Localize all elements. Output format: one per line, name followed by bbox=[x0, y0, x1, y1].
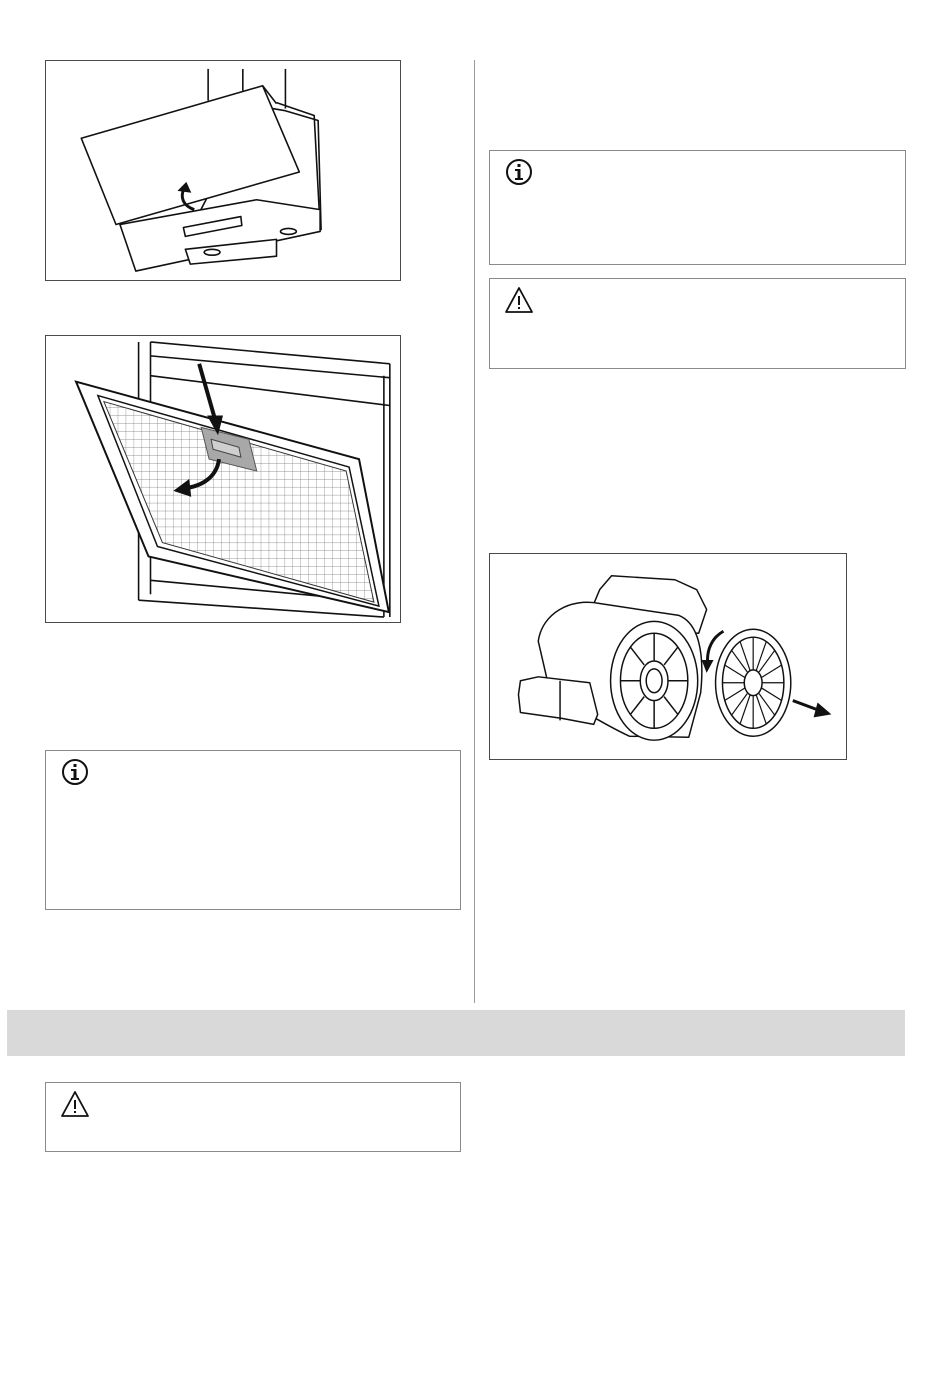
warning-icon bbox=[504, 285, 534, 315]
carbon-filter-rotate-remove-illustration bbox=[490, 554, 846, 759]
info-icon bbox=[60, 757, 90, 787]
warning-notice-bottom bbox=[45, 1082, 461, 1152]
column-divider bbox=[474, 60, 475, 1003]
info-notice-right bbox=[489, 150, 906, 265]
grease-filter-figure bbox=[45, 335, 401, 623]
hood-panel-lift-illustration bbox=[46, 61, 400, 280]
section-header-bar bbox=[7, 1010, 905, 1056]
info-icon bbox=[504, 157, 534, 187]
warning-notice-right bbox=[489, 278, 906, 369]
hood-open-figure bbox=[45, 60, 401, 281]
carbon-filter-figure bbox=[489, 553, 847, 760]
grease-filter-release-illustration bbox=[46, 336, 400, 622]
info-notice-left bbox=[45, 750, 461, 910]
warning-icon bbox=[60, 1089, 90, 1119]
